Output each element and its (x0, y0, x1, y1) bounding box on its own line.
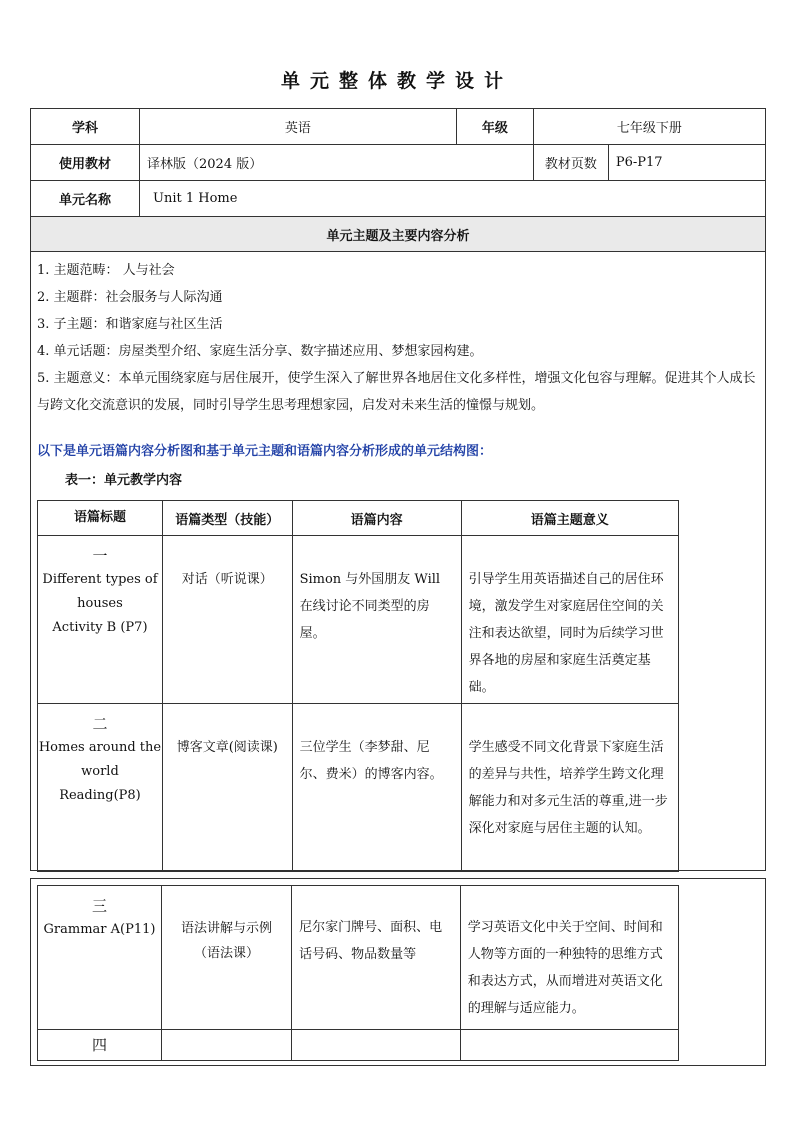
lesson-number: 二 (92, 715, 108, 733)
lesson-number: 三 (91, 897, 107, 915)
lesson-title-cell (38, 536, 163, 704)
table-title: 表一：单元教学内容 (65, 473, 183, 488)
subject-label: 学科 (31, 109, 140, 145)
pages-value: P6-P17 (608, 145, 765, 181)
section-title: 单元主题及主要内容分析 (31, 217, 766, 252)
lesson-type-line: 博客文章(阅读课) (176, 740, 278, 755)
column-header: 语篇类型（技能） (162, 501, 292, 536)
lesson-meaning-cell: 引导学生用英语描述自己的居住环境，激发学生对家庭居住空间的关注和表达欲望，同时为后续学习世界各地的房屋和家庭生活奠定基础。 (461, 536, 678, 704)
lesson-type-cell (162, 704, 292, 872)
column-header: 语篇主题意义 (461, 501, 678, 536)
textbook-label: 使用教材 (31, 145, 140, 181)
lesson-meaning-cell: 学习英语文化中关于空间、时间和人物等方面的一种独特的思维方式和表达方式，从而增进对英语文化的理解与适应能力。 (460, 886, 678, 1030)
lesson-type-cell (162, 1030, 292, 1061)
table-row (38, 1030, 679, 1061)
lesson-title-line: world (81, 764, 119, 779)
analysis-item: 4. 单元话题：房屋类型介绍、家庭生活分享、数字描述应用、梦想家园构建。 (37, 344, 483, 359)
table-row (38, 704, 679, 872)
lesson-type-line: （语法课） (194, 946, 260, 961)
content-table-continued (37, 885, 679, 1061)
lesson-content-cell (292, 1030, 461, 1061)
lesson-content-cell: 三位学生（李梦甜、尼尔、费米）的博客内容。 (292, 704, 461, 872)
lesson-type-cell (162, 536, 292, 704)
analysis-item: 3. 子主题：和谐家庭与社区生活 (37, 317, 223, 332)
lesson-content-cell: 尼尔家门牌号、面积、电话号码、物品数量等 (292, 886, 461, 1030)
analysis-item: 2. 主题群：社会服务与人际沟通 (37, 290, 223, 305)
intro-text: 以下是单元语篇内容分析图和基于单元主题和语篇内容分析形成的单元结构图： (37, 444, 493, 459)
lesson-title-cell (38, 704, 163, 872)
grade-value: 七年级下册 (533, 109, 765, 145)
lesson-number: 一 (92, 547, 108, 565)
analysis-item: 1. 主题范畴： 人与社会 (37, 263, 175, 278)
subject-value: 英语 (140, 109, 457, 145)
content-table (37, 500, 679, 872)
lesson-type-cell (162, 886, 292, 1030)
table-row (38, 536, 679, 704)
pages-label: 教材页数 (533, 145, 608, 181)
lesson-title-line: Reading(P8) (59, 788, 141, 803)
table-row (38, 886, 679, 1030)
column-header: 语篇内容 (292, 501, 461, 536)
unit-label: 单元名称 (31, 181, 140, 217)
lesson-type-line: 对话（听说课） (181, 572, 273, 587)
lesson-number: 四 (91, 1036, 107, 1054)
lesson-title-cell (38, 1030, 162, 1061)
textbook-value: 译林版（2024 版） (140, 145, 534, 181)
lesson-type-line: 语法讲解与示例 (181, 921, 273, 936)
lesson-title-line: Activity B (P7) (52, 620, 148, 635)
lesson-title-cell (38, 886, 162, 1030)
grade-label: 年级 (456, 109, 533, 145)
column-header: 语篇标题 (38, 501, 163, 536)
unit-value: Unit 1 Home (140, 181, 766, 217)
page-title: 单元整体教学设计 (280, 70, 513, 92)
analysis-list (37, 257, 759, 419)
lesson-content-cell: Simon 与外国朋友 Will 在线讨论不同类型的房屋。 (292, 536, 461, 704)
lesson-meaning-cell: 学生感受不同文化背景下家庭生活的差异与共性，培养学生跨文化理解能力和对多元生活的尊重,进一步深化对家庭与居住主题的认知。 (461, 704, 678, 872)
analysis-item: 5. 主题意义：本单元围绕家庭与居住展开，使学生深入了解世界各地居住文化多样性，增强文化包容与理解。促进其个人成长与跨文化交流意识的发展，同时引导学生思考理想家园，启发对未来生活的憧憬与规划。 (37, 371, 756, 413)
lesson-title-line: Homes around the (38, 740, 162, 755)
lesson-title-line: Different types of (42, 572, 158, 587)
lesson-title-line: Grammar A(P11) (43, 922, 156, 937)
header-table (30, 108, 766, 252)
lesson-meaning-cell (460, 1030, 678, 1061)
lesson-title-line: houses (77, 596, 123, 611)
